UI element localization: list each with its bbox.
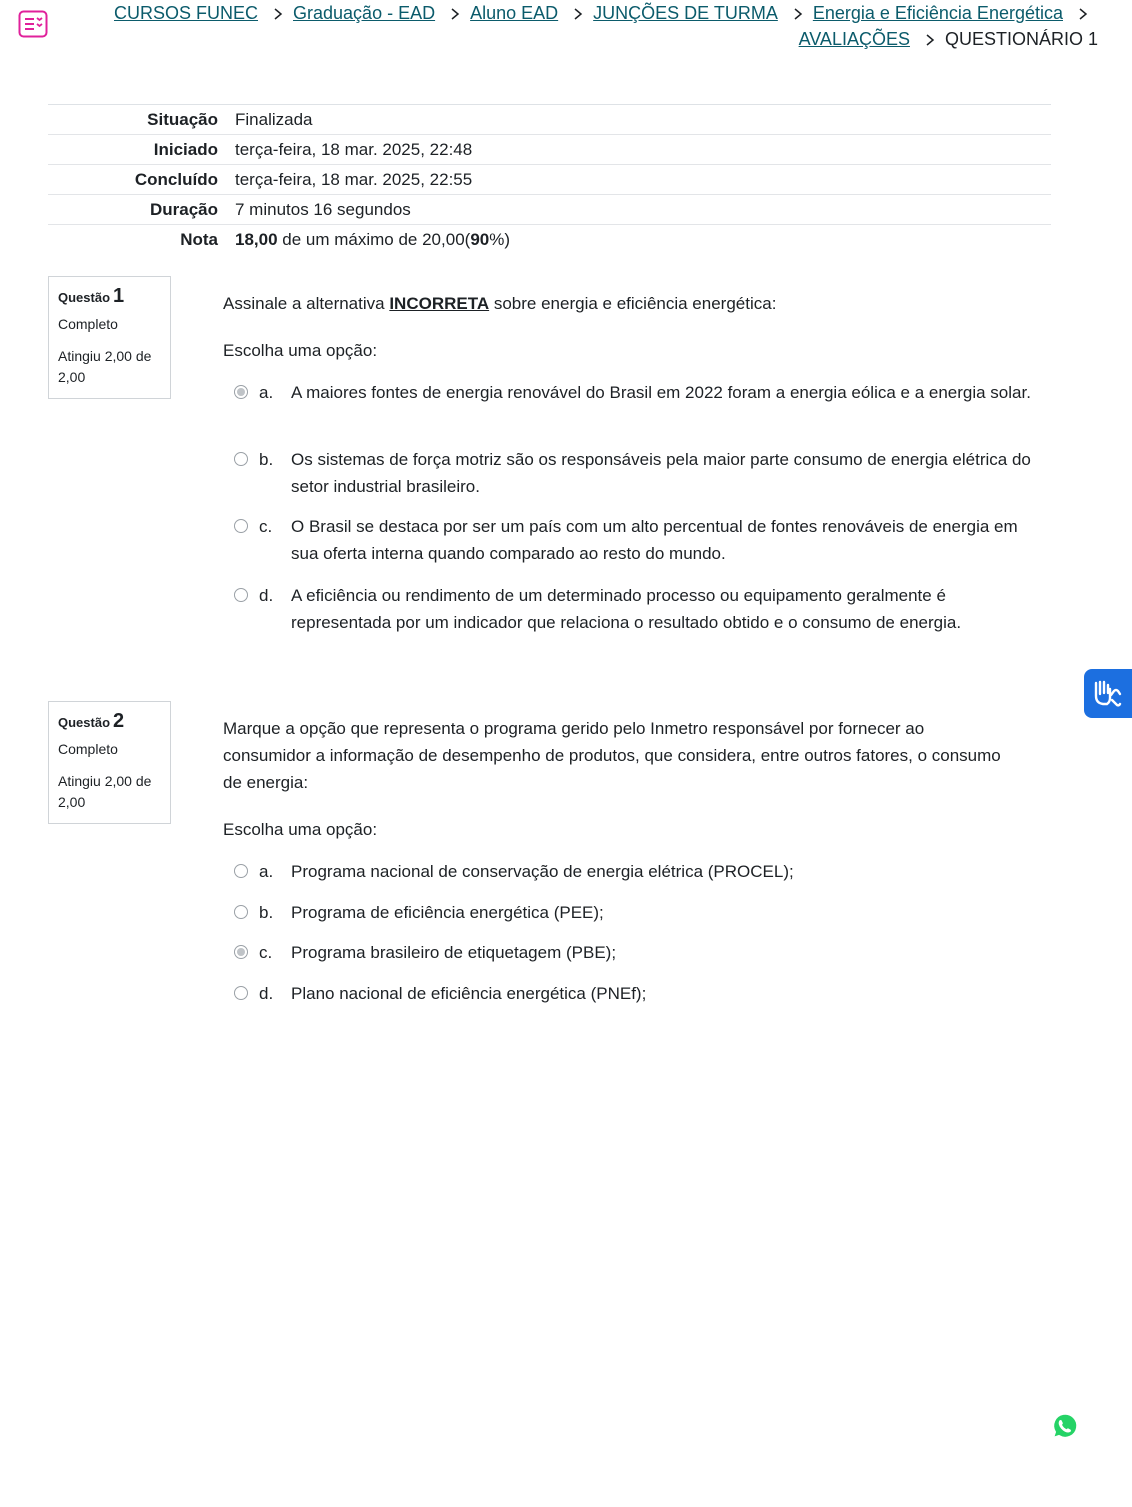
chevron-right-icon [792,8,804,20]
nota-percent: 90 [470,229,490,249]
breadcrumb-link-graduacao-ead[interactable]: Graduação - EAD [293,3,436,23]
summary-row-concluido [48,165,1051,195]
answer-option[interactable] [234,513,1034,567]
radio-button[interactable] [234,452,248,466]
question-grade: Atingiu 2,00 de 2,00 [58,773,152,810]
radio-button[interactable] [234,986,248,1000]
summary-value: terça-feira, 18 mar. 2025, 22:55 [235,169,473,189]
summary-value: Finalizada [235,109,313,129]
whatsapp-icon[interactable] [1047,1409,1082,1444]
summary-row-situacao [48,105,1051,135]
menu-icon[interactable] [18,10,48,38]
answer-option[interactable] [234,980,1034,1007]
answer-option[interactable] [234,939,1034,966]
question-grade: Atingiu 2,00 de 2,00 [58,348,152,385]
vlibras-hands-icon [1084,669,1132,718]
question-info-1 [48,276,171,399]
summary-label: Duração [149,199,218,219]
breadcrumb-link-cursos-funec[interactable]: CURSOS FUNEC [114,3,259,23]
breadcrumb-link-aluno-ead[interactable]: Aluno EAD [470,3,559,23]
summary-label: Concluído [134,169,218,189]
question-number: Questão 1 [58,285,125,307]
choose-option-prompt: Escolha uma opção: [223,820,378,839]
question-state: Completo [58,316,118,332]
breadcrumb-link-juncoes-de-turma[interactable]: JUNÇÕES DE TURMA [593,3,778,23]
option-text: A eficiência ou rendimento de um determinado processo ou equipamento geralmente é representada por um indicador que relaciona o resultado obtido e o consumo de energia. [291,586,962,632]
chevron-right-icon [924,34,936,46]
emphasis-word: INCORRETA [389,294,490,313]
option-letter: c. [259,517,273,536]
chevron-right-icon [449,8,461,20]
summary-label: Situação [147,109,218,129]
question-state: Completo [58,741,118,757]
chevron-right-icon [1077,8,1089,20]
question-info-2 [48,701,171,824]
option-text: Programa nacional de conservação de energia elétrica (PROCEL); [291,862,794,881]
summary-label: Nota [180,229,218,249]
chevron-right-icon [572,8,584,20]
summary-value [235,225,1051,255]
option-text: Plano nacional de eficiência energética (PNEf); [291,984,647,1003]
choose-option-prompt: Escolha uma opção: [223,341,378,360]
radio-button[interactable] [234,588,248,602]
summary-label: Iniciado [153,139,218,159]
breadcrumb-link-course[interactable]: Energia e Eficiência Energética [812,3,1063,23]
option-letter: a. [259,383,274,402]
nota-middle: de um máximo de 20,00( [277,229,471,249]
option-text: Programa de eficiência energética (PEE); [291,903,604,922]
option-text: Programa brasileiro de etiquetagem (PBE); [291,943,617,962]
question-text-2: Marque a opção que representa o programa gerido pelo Inmetro responsável por fornecer ao consumidor a informação de desempenho de produtos, que considera, entre outros fatores, o consumo de energia: [223,719,1001,792]
summary-value: terça-feira, 18 mar. 2025, 22:48 [235,139,473,159]
radio-button[interactable] [234,385,248,399]
answer-option[interactable] [234,899,1034,926]
radio-button[interactable] [234,519,248,533]
radio-button[interactable] [234,945,248,959]
answer-option[interactable] [234,582,1034,636]
breadcrumb [82,0,1098,52]
breadcrumb-link-avaliacoes[interactable]: AVALIAÇÕES [798,29,910,49]
breadcrumb-current: QUESTIONÁRIO 1 [944,29,1098,49]
option-letter: b. [259,903,274,922]
radio-button[interactable] [234,864,248,878]
option-letter: d. [259,984,274,1003]
vlibras-button[interactable] [1084,669,1132,718]
question-text-1: Assinale a alternativa INCORRETA sobre energia e eficiência energética: [223,294,777,313]
option-text: Os sistemas de força motriz são os responsáveis pela maior parte consumo de energia elétrica do setor industrial brasileiro. [291,450,1031,496]
option-letter: d. [259,586,274,605]
summary-row-nota [48,225,1051,255]
summary-row-iniciado [48,135,1051,165]
attempt-summary-table [48,104,1051,254]
answer-option[interactable] [234,858,1034,885]
radio-button[interactable] [234,905,248,919]
answer-option[interactable] [234,446,1034,500]
question-number: Questão 2 [58,710,125,732]
nota-end: %) [489,229,511,249]
chevron-right-icon [272,8,284,20]
option-text: A maiores fontes de energia renovável do Brasil em 2022 foram a energia eólica e a energia solar. [291,383,1031,402]
option-letter: b. [259,450,274,469]
nota-score: 18,00 [235,229,278,249]
option-text: O Brasil se destaca por ser um país com um alto percentual de fontes renováveis de energia em sua oferta interna quando comparado ao resto do mundo. [291,517,1018,563]
option-letter: a. [259,862,274,881]
answer-option[interactable] [234,379,1034,406]
option-letter: c. [259,943,273,962]
summary-row-duracao [48,195,1051,225]
summary-value: 7 minutos 16 segundos [235,199,411,219]
